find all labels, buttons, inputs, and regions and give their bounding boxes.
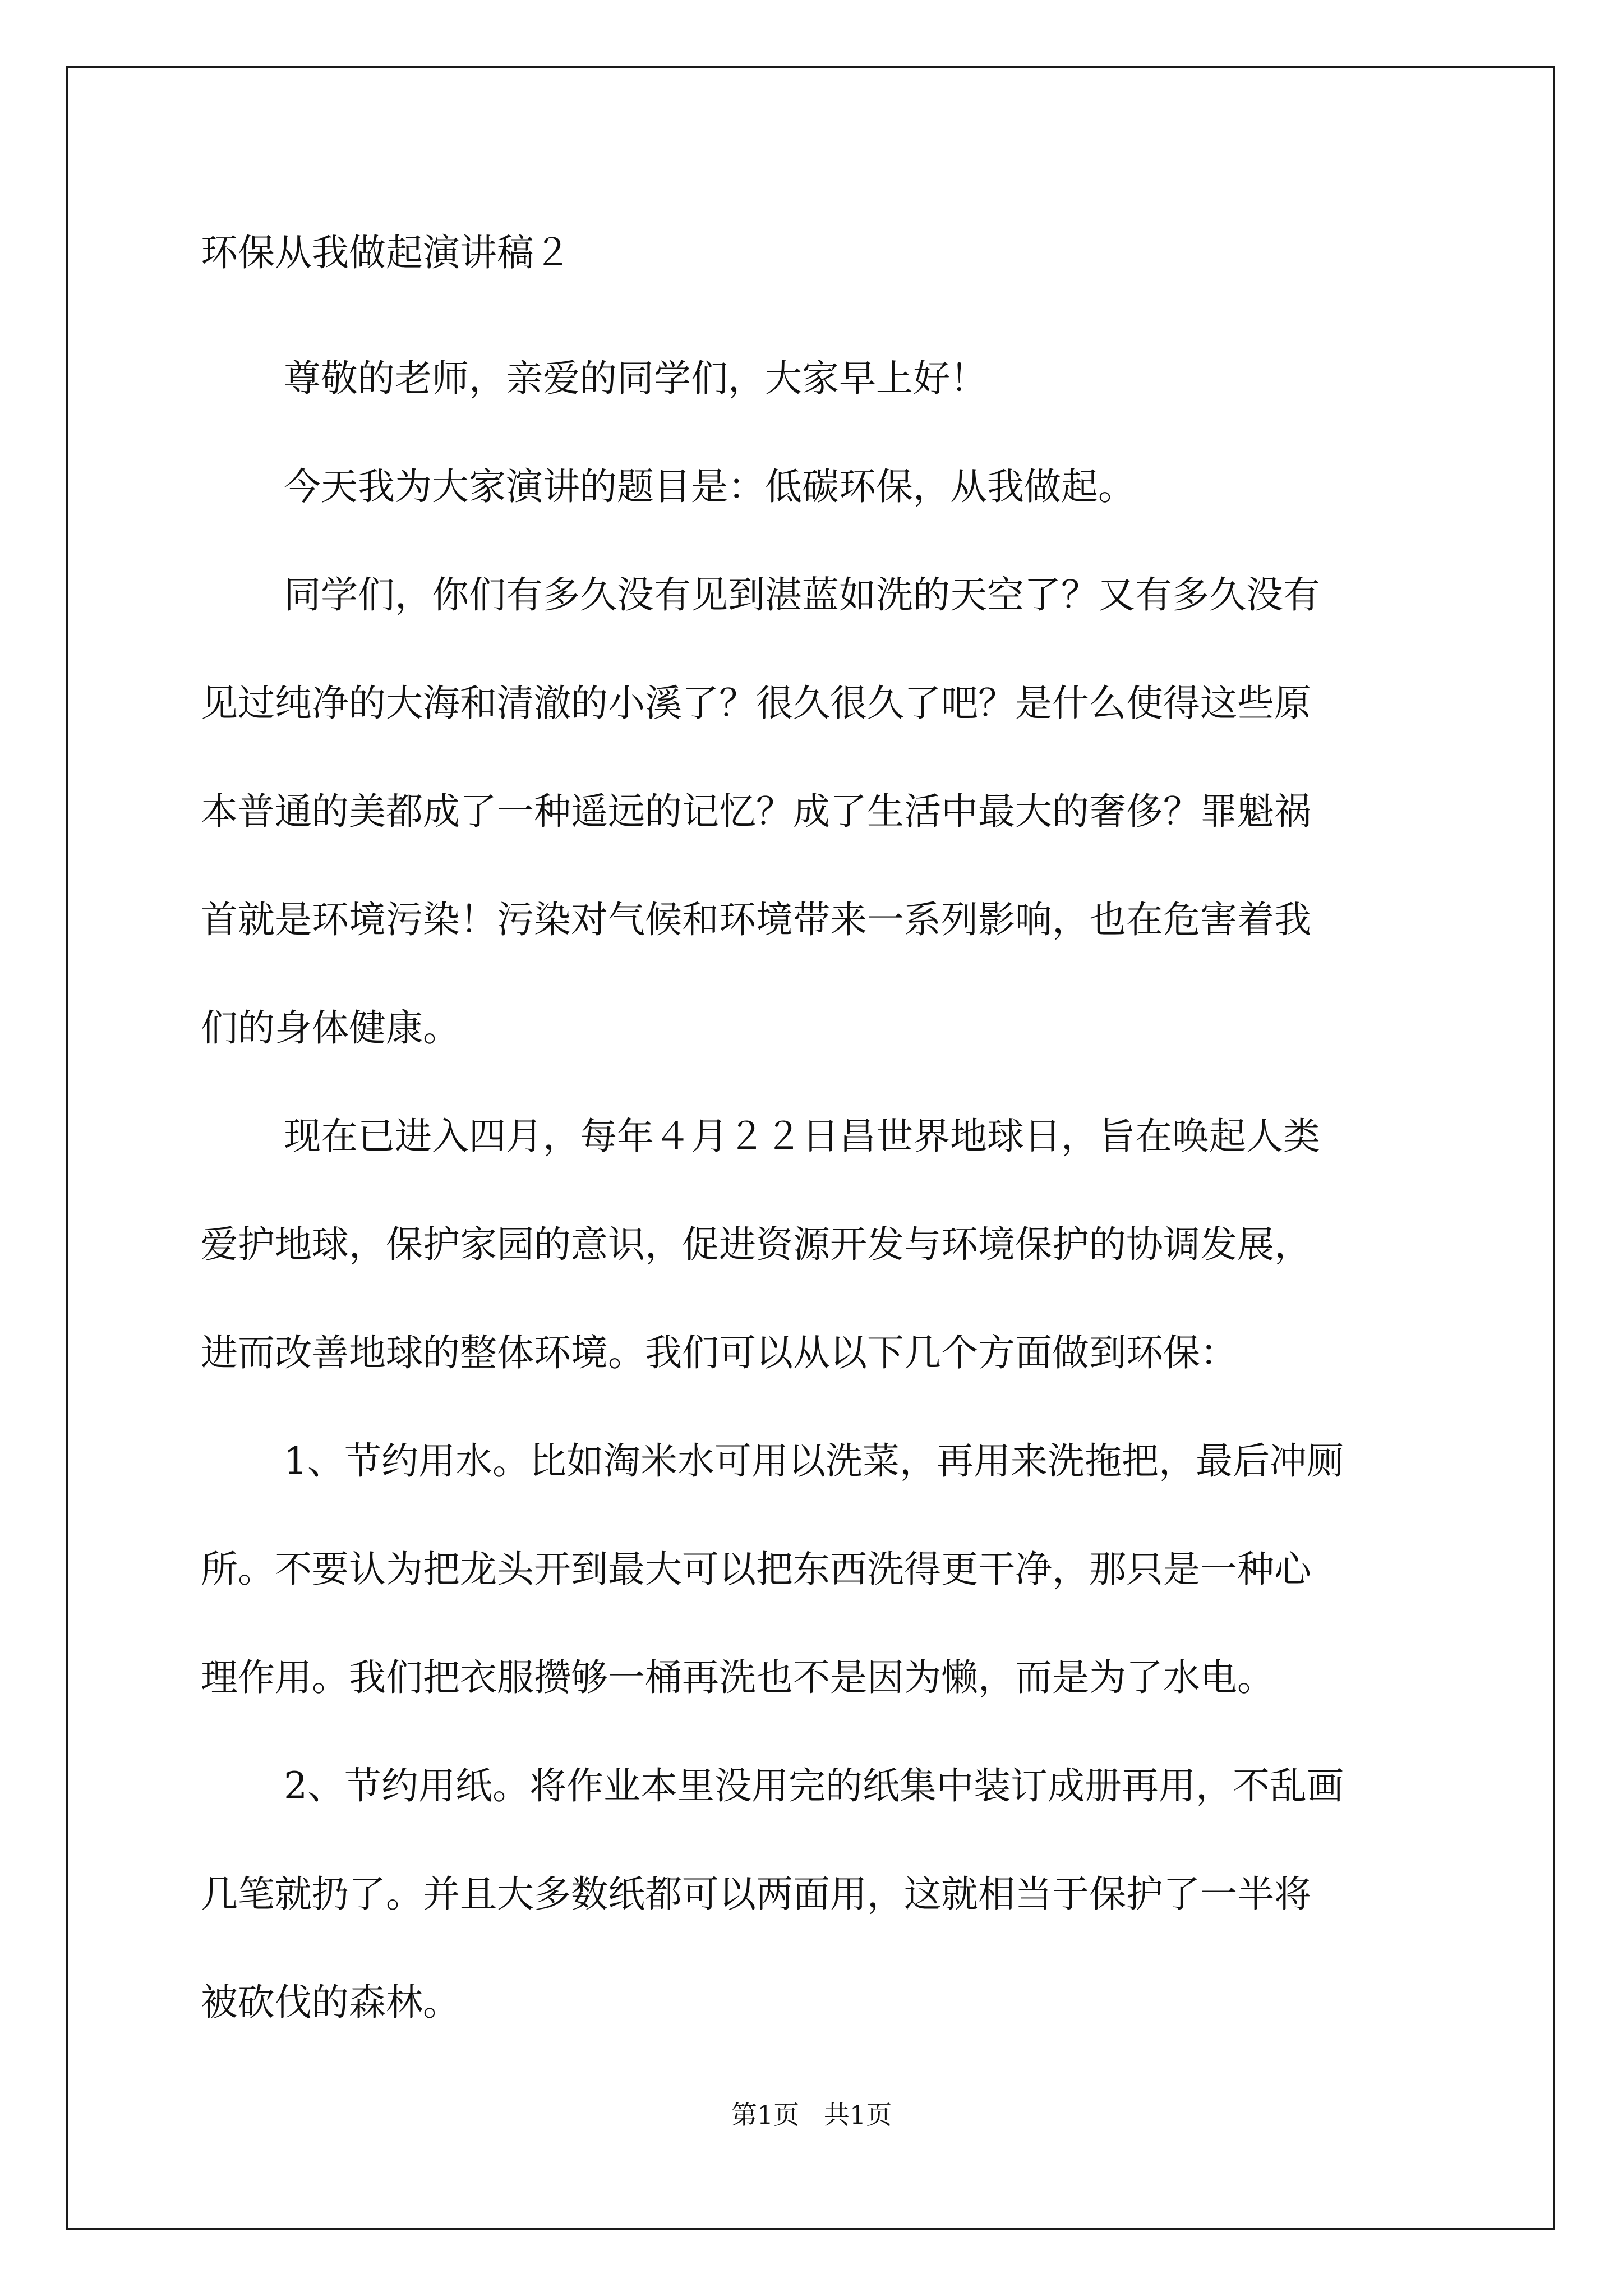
paragraph-greeting [201, 324, 1435, 432]
paragraph-intro [201, 541, 1435, 1082]
text-line: 理作用。我们把衣服攒够一桶再洗也不是因为懒，而是为了水电。 [201, 1656, 1274, 1699]
text-line: 本普通的美都成了一种遥远的记忆？成了生活中最大的奢侈？罪魁祸 [201, 790, 1311, 833]
text-line: 几笔就扔了。并且大多数纸都可以两面用，这就相当于保护了一半将 [201, 1872, 1311, 1916]
paragraph-save-paper [201, 1732, 1435, 2056]
text-line: 同学们，你们有多久没有见到湛蓝如洗的天空了？又有多久没有 [284, 573, 1320, 616]
paragraph-topic [201, 432, 1435, 541]
text-line: 见过纯净的大海和清澈的小溪了？很久很久了吧？是什么使得这些原 [201, 682, 1311, 725]
document-body [201, 222, 1435, 2056]
text-line: 被砍伐的森林。 [201, 1981, 460, 2024]
paragraph-save-water [201, 1407, 1435, 1732]
text-line: 首就是环境污染！污染对气候和环境带来一系列影响，也在危害着我 [201, 898, 1311, 941]
text-line: 2、节约用纸。将作业本里没用完的纸集中装订成册再用，不乱画 [284, 1764, 1344, 1807]
document-title: 环保从我做起演讲稿２ [201, 231, 571, 274]
text-line: 们的身体健康。 [201, 1006, 460, 1050]
text-line: 所。不要认为把龙头开到最大可以把东西洗得更干净，那只是一种心 [201, 1548, 1311, 1591]
text-line: 尊敬的老师，亲爱的同学们，大家早上好！ [284, 357, 987, 400]
page-footer: 第1页 共1页 [731, 2100, 892, 2130]
paragraph-earth-day [201, 1082, 1435, 1407]
text-line: 现在已进入四月，每年４月２２日昌世界地球日，旨在唤起人类 [284, 1115, 1320, 1158]
text-line: 1、节约用水。比如淘米水可用以洗菜，再用来洗拖把，最后冲厕 [284, 1439, 1344, 1483]
text-line: 进而改善地球的整体环境。我们可以从以下几个方面做到环保： [201, 1331, 1237, 1374]
text-line: 今天我为大家演讲的题目是：低碳环保，从我做起。 [284, 465, 1135, 508]
text-line: 爱护地球，保护家园的意识，促进资源开发与环境保护的协调发展， [201, 1223, 1311, 1266]
